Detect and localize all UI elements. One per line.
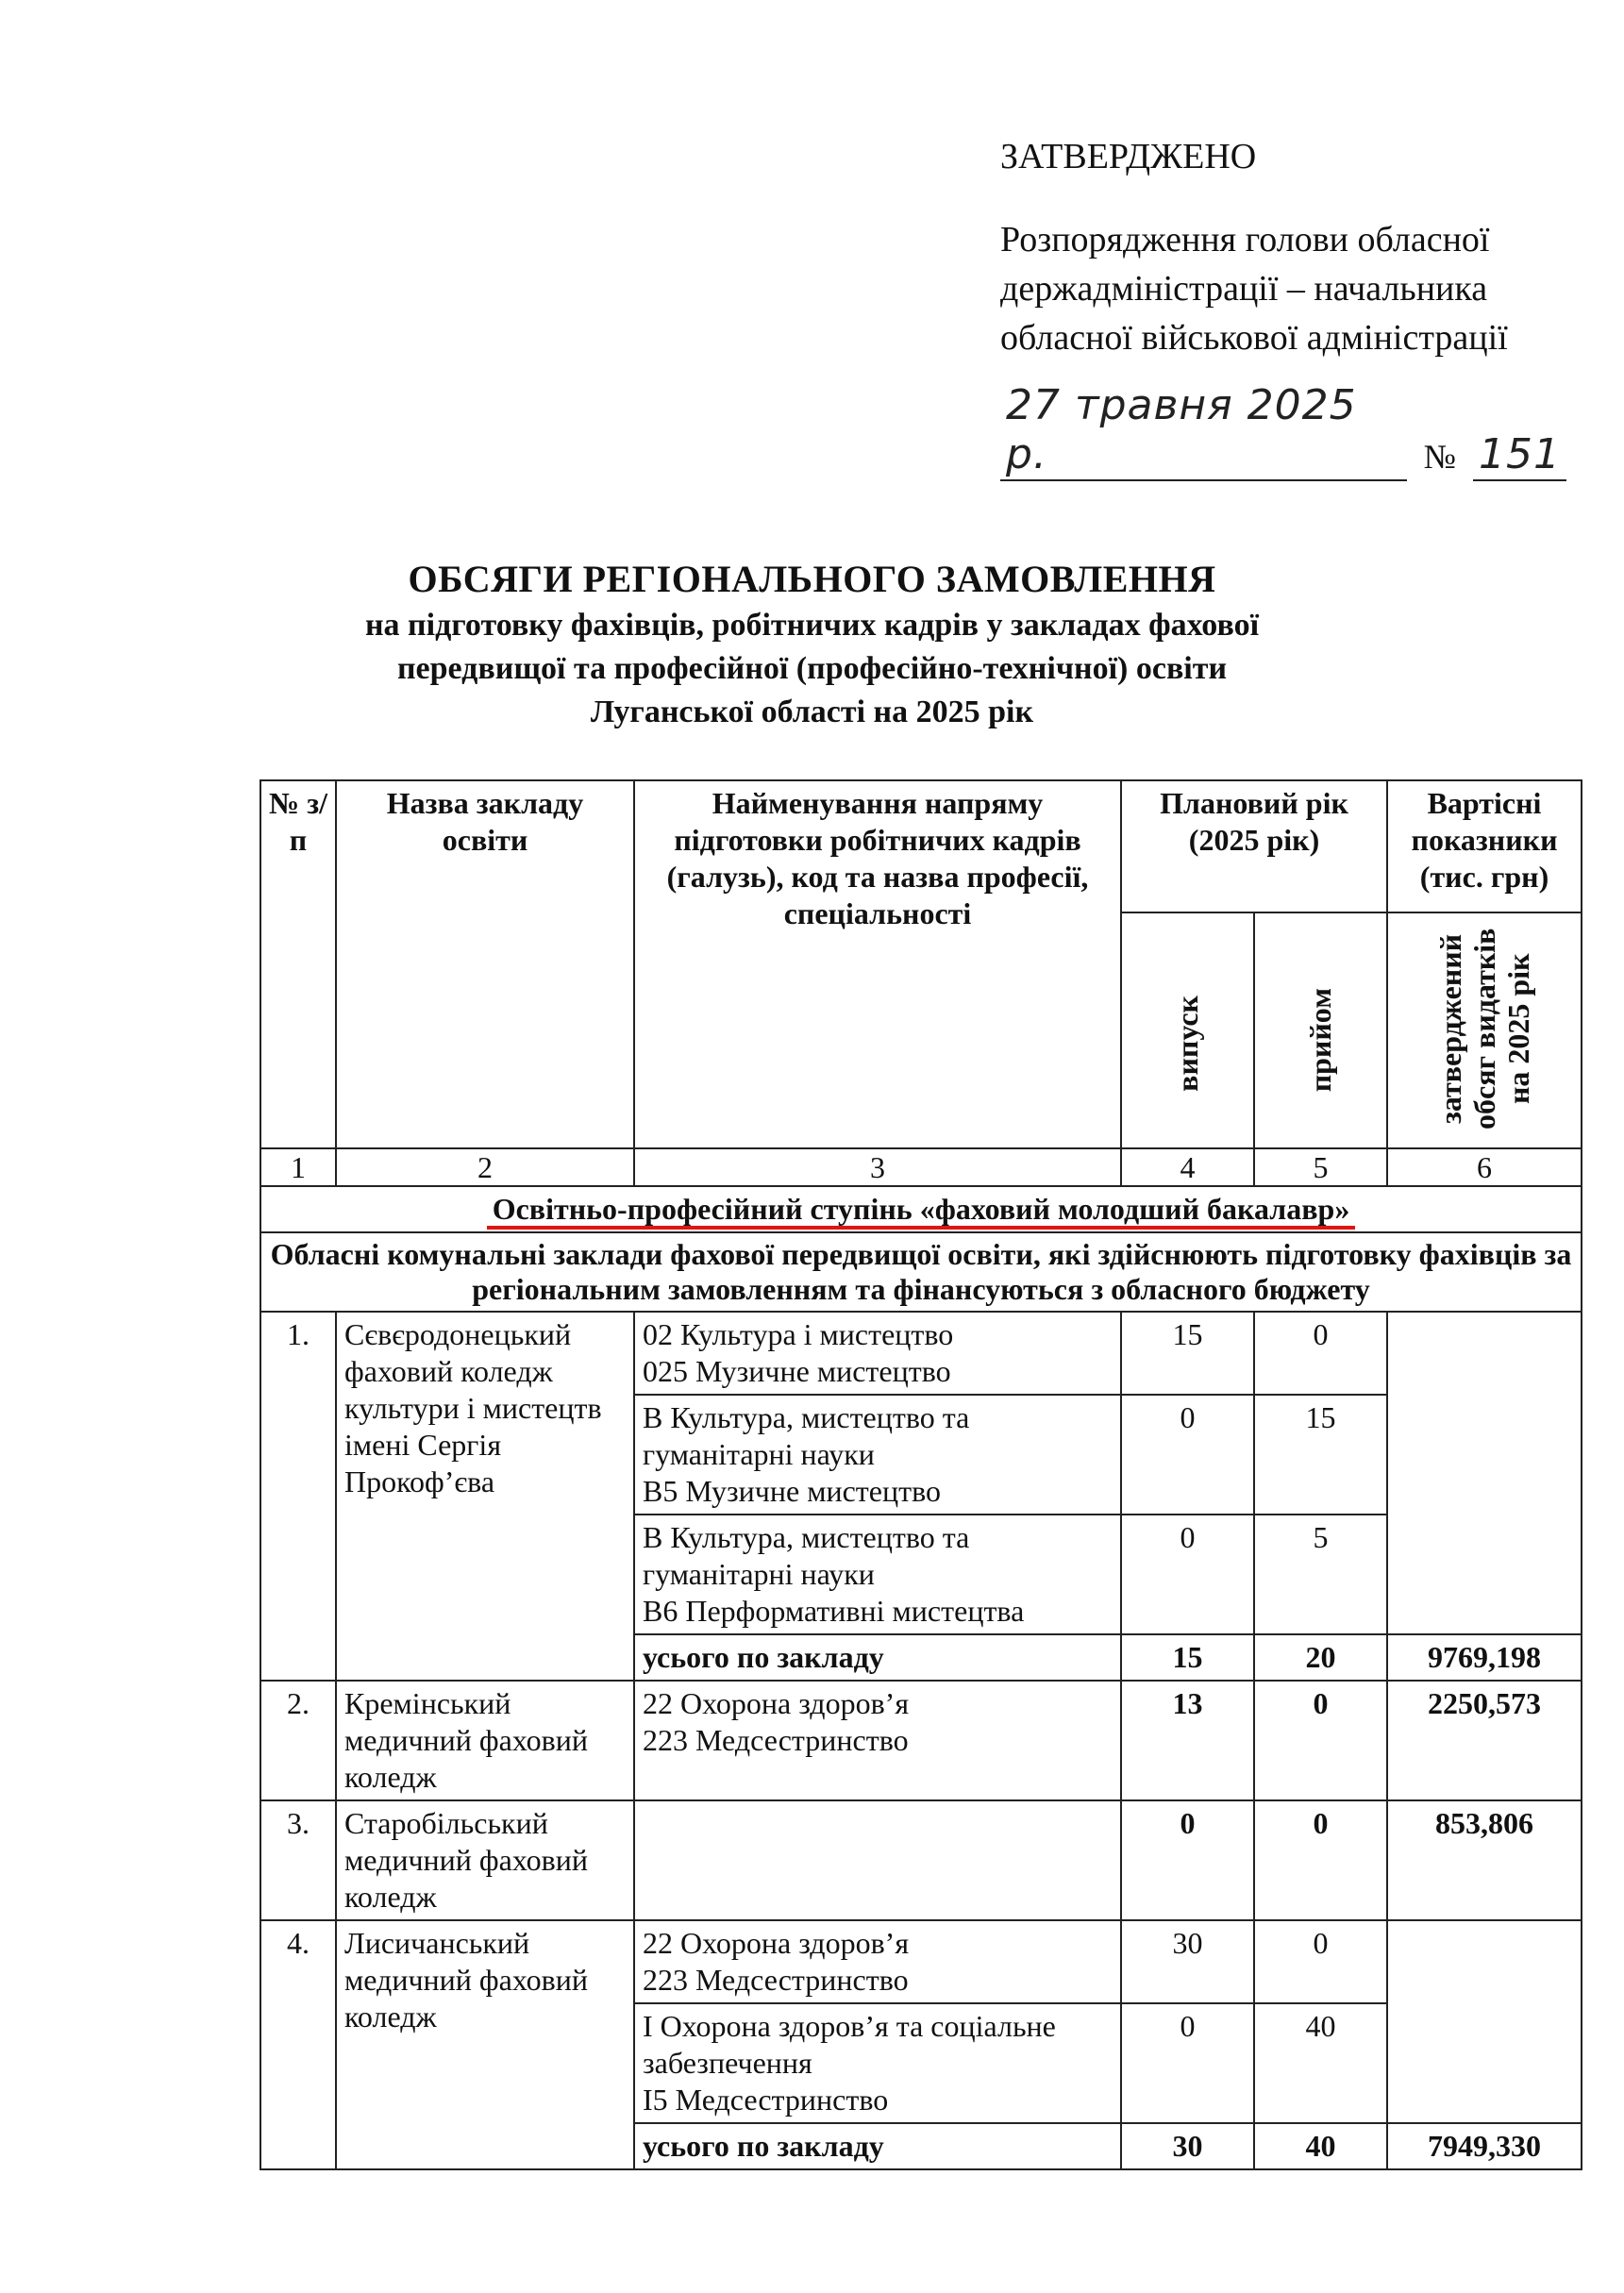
header-admission: прийом: [1303, 987, 1337, 1092]
title-line-3: передвищої та професійної (професійно-технічної) освіти: [396, 651, 1228, 686]
admission-cell: 15: [1254, 1395, 1387, 1515]
approval-line: обласної військової адміністрації: [1000, 318, 1508, 358]
total-admission: 20: [1254, 1634, 1387, 1681]
graduation-cell: 0: [1121, 2003, 1254, 2123]
table-row: [260, 1681, 1582, 1800]
direction-cell: 22 Охорона здоров’я 223 Медсестринство: [634, 1681, 1121, 1800]
column-numbers-row: [260, 1148, 1582, 1186]
total-admission: 40: [1254, 2123, 1387, 2169]
table-row: [260, 1800, 1582, 1920]
graduation-cell: 0: [1121, 1800, 1254, 1920]
direction-cell: 22 Охорона здоров’я 223 Медсестринство: [634, 1920, 1121, 2003]
column-number: 6: [1387, 1148, 1582, 1186]
document-title: [189, 555, 1435, 734]
row-number: 1.: [260, 1312, 336, 1681]
column-number: 4: [1121, 1148, 1254, 1186]
institution-name: Лисичанський медичний фаховий коледж: [336, 1920, 634, 2169]
graduation-cell: 15: [1121, 1312, 1254, 1395]
title-line-1: ОБСЯГИ РЕГІОНАЛЬНОГО ЗАМОВЛЕННЯ: [408, 558, 1216, 600]
direction-cell: І Охорона здоров’я та соціальне забезпечення І5 Медсестринство: [634, 2003, 1121, 2123]
cost-cell: 2250,573: [1387, 1681, 1582, 1800]
approval-line: Розпорядження голови обласної: [1000, 220, 1490, 259]
total-cost: 7949,330: [1387, 2123, 1582, 2169]
total-label: усього по закладу: [634, 2123, 1121, 2169]
graduation-cell: 0: [1121, 1395, 1254, 1515]
title-line-2: на підготовку фахівців, робітничих кадрів у закладах фахової: [364, 608, 1260, 643]
column-number: 2: [336, 1148, 634, 1186]
header-approved: затверджений обсяг видатків на 2025 рік: [1433, 928, 1536, 1130]
institution-name: Кремінський медичний фаховий коледж: [336, 1681, 634, 1800]
total-graduation: 30: [1121, 2123, 1254, 2169]
regional-order-table: [260, 779, 1582, 2170]
admission-cell: 0: [1254, 1312, 1387, 1395]
section-row: [260, 1186, 1582, 1232]
admission-cell: 5: [1254, 1515, 1387, 1634]
approval-block: [1000, 132, 1566, 481]
total-label: усього по закладу: [634, 1634, 1121, 1681]
header-institution: Назва закладу освіти: [336, 780, 634, 1148]
admission-cell: 0: [1254, 1800, 1387, 1920]
column-number: 1: [260, 1148, 336, 1186]
column-number: 5: [1254, 1148, 1387, 1186]
direction-cell: 02 Культура і мистецтво 025 Музичне мистецтво: [634, 1312, 1121, 1395]
row-number: 3.: [260, 1800, 336, 1920]
approval-line: держадміністрації – начальника: [1000, 269, 1488, 309]
table-row: [260, 1920, 1582, 2003]
cost-cell: 853,806: [1387, 1800, 1582, 1920]
total-graduation: 15: [1121, 1634, 1254, 1681]
cost-cell-empty: [1387, 1920, 1582, 2123]
header-cost: Вартісні показники (тис. грн): [1387, 780, 1582, 912]
direction-cell: В Культура, мистецтво та гуманітарні науки В5 Музичне мистецтво: [634, 1395, 1121, 1515]
row-number: 4.: [260, 1920, 336, 2169]
subsection-row: [260, 1232, 1582, 1312]
title-line-4: Луганської області на 2025 рік: [590, 695, 1034, 729]
section-title: Освітньо-професійний ступінь «фаховий молодший бакалавр»: [487, 1192, 1356, 1230]
direction-cell: В Культура, мистецтво та гуманітарні науки В6 Перформативні мистецтва: [634, 1515, 1121, 1634]
header-row: [260, 780, 1582, 912]
column-number: 3: [634, 1148, 1121, 1186]
number-label: №: [1423, 438, 1457, 476]
cost-cell-empty: [1387, 1312, 1582, 1634]
table-row: [260, 1312, 1582, 1395]
approval-signature-line: [1000, 381, 1566, 481]
row-number: 2.: [260, 1681, 336, 1800]
graduation-cell: 13: [1121, 1681, 1254, 1800]
admission-cell: 0: [1254, 1681, 1387, 1800]
header-direction: Найменування напряму підготовки робітничих кадрів (галузь), код та назва професії, спеціальності: [634, 780, 1121, 1148]
institution-name: Сєвєродонецький фаховий коледж культури і мистецтв імені Сергія Прокоф’єва: [336, 1312, 634, 1681]
graduation-cell: 30: [1121, 1920, 1254, 2003]
admission-cell: 0: [1254, 1920, 1387, 2003]
header-graduation: випуск: [1170, 996, 1204, 1092]
handwritten-date: 27 травня 2025 р.: [1000, 381, 1407, 481]
institution-name: Старобільський медичний фаховий коледж: [336, 1800, 634, 1920]
subsection-title: Обласні комунальні заклади фахової передвищої освіти, які здійснюють підготовку фахівців за регіональним замовленням та фінансуються з обласного бюджету: [260, 1232, 1582, 1312]
header-no: № з/п: [260, 780, 336, 1148]
admission-cell: 40: [1254, 2003, 1387, 2123]
graduation-cell: 0: [1121, 1515, 1254, 1634]
direction-cell: [634, 1800, 1121, 1920]
total-cost: 9769,198: [1387, 1634, 1582, 1681]
header-plan-year: Плановий рік (2025 рік): [1121, 780, 1387, 912]
approval-heading: ЗАТВЕРДЖЕНО: [1000, 137, 1257, 176]
handwritten-number: 151: [1473, 430, 1566, 481]
